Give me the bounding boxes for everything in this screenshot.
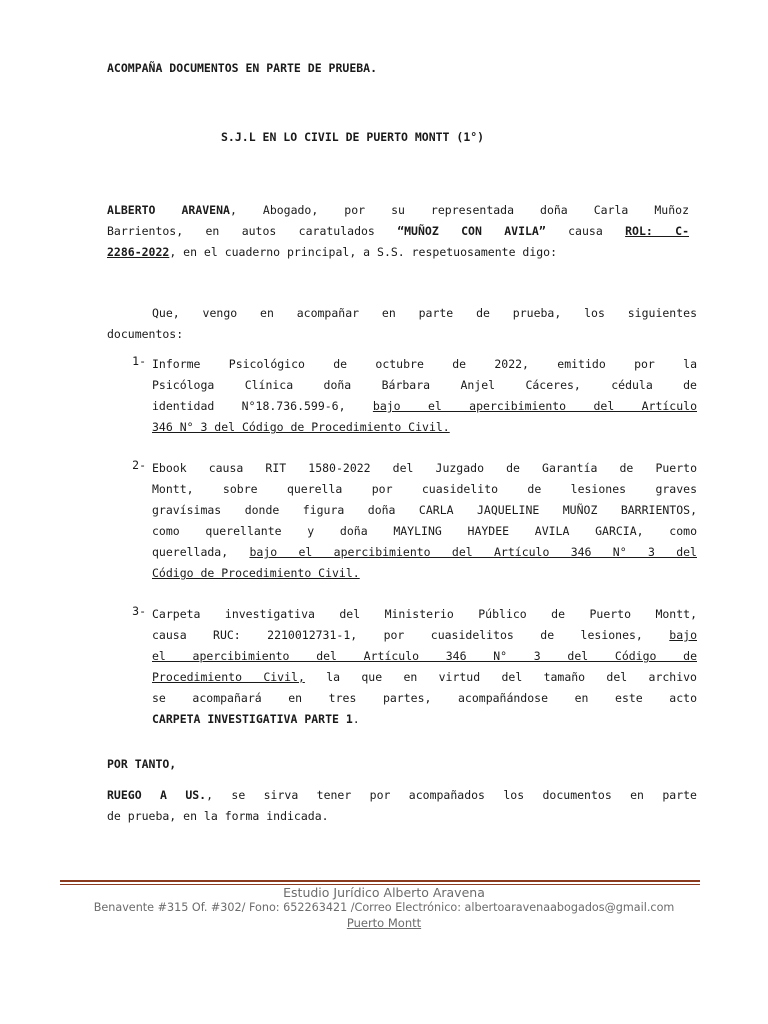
case-rol: ROL: C- [625,224,689,238]
intro-line-3: 2286-2022, en el cuaderno principal, a S.S. respetuosamente digo: [107,245,558,259]
ruego-a-us: RUEGO A US. [107,788,207,802]
item-3-number: 3- [132,604,146,618]
item-1-number: 1- [132,354,146,368]
case-rol-number: 2286-2022 [107,245,170,259]
intro-line-2: Barrientos, en autos caratulados “MUÑOZ CON AVILA” causa ROL: C- [107,224,689,238]
para1-line-2: documentos: [107,327,184,341]
item-2-number: 2- [132,458,146,472]
carpeta-parte-1: CARPETA INVESTIGATIVA PARTE 1 [152,712,353,726]
item-2-line-5: querellada, bajo el apercibimiento del Artículo 346 N° 3 del [152,545,697,559]
item-2-line-6: Código de Procedimiento Civil. [152,566,360,580]
ruego-line-1: RUEGO A US., se sirva tener por acompañados los documentos en parte [107,788,697,802]
item-1-line-1: Informe Psicológico de octubre de 2022, emitido por la [152,357,697,371]
item-3-line-4: Procedimiento Civil, la que en virtud del tamaño del archivo [152,670,697,684]
footer-address: Benavente #315 Of. #302/ Fono: 652263421 /Correo Electrónico: albertoaravenaabogados@gmail.com [93,901,675,914]
footer-firm: Estudio Jurídico Alberto Aravena [283,885,485,900]
item-3-line-5: se acompañará en tres partes, acompañándose en este acto [152,691,697,705]
document-title: ACOMPAÑA DOCUMENTOS EN PARTE DE PRUEBA. [107,61,378,75]
intro-line-1: ALBERTO ARAVENA, Abogado, por su representada doña Carla Muñoz [107,203,689,217]
item-1-line-3: identidad N°18.736.599-6, bajo el apercibimiento del Artículo [152,399,698,413]
court-heading: S.J.L EN LO CIVIL DE PUERTO MONTT (1°) [221,130,485,144]
item-3-line-2: causa RUC: 2210012731-1, por cuasidelitos de lesiones, bajo [152,628,697,642]
item-2-line-2: Montt, sobre querella por cuasidelito de lesiones graves [152,482,697,496]
footer-city: Puerto Montt [346,916,422,930]
item-3-line-3: el apercibimiento del Artículo 346 N° 3 del Código de [152,649,697,663]
para1-line-1: Que, vengo en acompañar en parte de prueba, los siguientes [152,306,697,320]
case-name: “MUÑOZ CON AVILA” [397,224,546,238]
item-3-line-6: CARPETA INVESTIGATIVA PARTE 1. [152,712,360,726]
item-2-line-3: gravísimas donde figura doña CARLA JAQUELINE MUÑOZ BARRIENTOS, [152,503,697,517]
item-2-line-4: como querellante y doña MAYLING HAYDEE AVILA GARCIA, como [152,524,697,538]
item-3-line-1: Carpeta investigativa del Ministerio Público de Puerto Montt, [152,607,697,621]
ruego-line-2: de prueba, en la forma indicada. [107,809,329,823]
item-2-line-1: Ebook causa RIT 1580-2022 del Juzgado de Garantía de Puerto [152,461,697,475]
por-tanto: POR TANTO, [107,757,177,771]
item-1-line-2: Psicóloga Clínica doña Bárbara Anjel Cáceres, cédula de [152,378,697,392]
footer-divider [60,880,700,882]
item-1-line-4: 346 N° 3 del Código de Procedimiento Civil. [152,420,450,434]
lawyer-name: ALBERTO ARAVENA [107,203,230,217]
